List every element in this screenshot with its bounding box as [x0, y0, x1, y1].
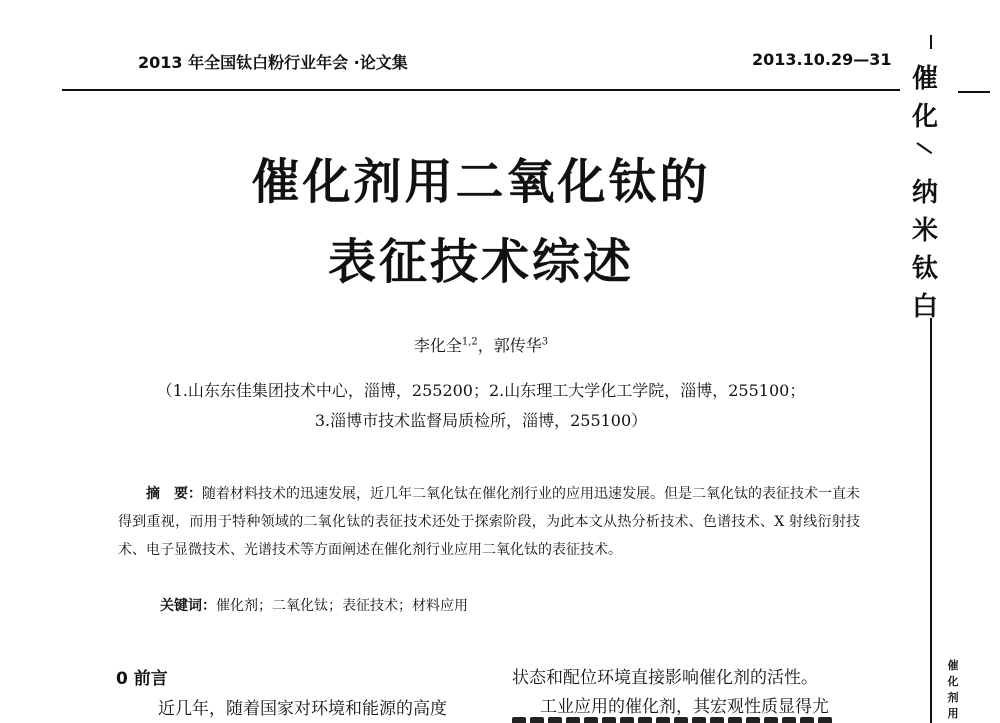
- sidebar-slash: [905, 136, 945, 174]
- sidebar-small-title: [944, 658, 962, 722]
- paper-title-line-2: 表征技术综述: [327, 234, 634, 290]
- affiliation-line-2: 3.淄博市技术监督局质检所，淄博，255100）: [314, 411, 648, 430]
- body-left-line-1: 近几年，随着国家对环境和能源的高度: [158, 699, 447, 719]
- abstract-text: 随着材料技术的迅速发展，近几年二氧化钛在催化剂行业的应用迅速发展。但是二氧化钛的表征技术一直未得到重视，而用于特种领域的二氧化钛的表征技术还处于探索阶段，为此本文从热分析技术、色谱技术、X 射线衍射技术、电子显微技术、光谱技术等方面阐述在催化剂行业应用二氧化钛的表征技术。: [118, 486, 860, 558]
- sidebar-small-char: 剂: [947, 691, 959, 704]
- keywords-text: 催化剂；二氧化钛；表征技术；材料应用: [216, 598, 468, 614]
- sidebar-char: 白: [911, 292, 938, 322]
- section-heading: 0 前言: [116, 669, 168, 689]
- paper-title-line-1: 催化剂用二氧化钛的: [251, 154, 711, 210]
- sidebar-vertical-rule: [930, 318, 932, 723]
- author-1-affil: 1,2: [461, 336, 478, 348]
- sidebar-char: 钛: [911, 254, 938, 284]
- keywords: [160, 595, 468, 615]
- cropped-text-line: [512, 716, 872, 723]
- header-divider: [62, 89, 900, 91]
- author-separator: ，: [477, 336, 494, 355]
- author-2-affil: 3: [541, 336, 549, 348]
- body-right-line-2: 工业应用的催化剂，其宏观性质显得尤: [540, 697, 829, 717]
- sidebar-vertical-title: [905, 60, 945, 326]
- affiliation-line-1: （1.山东东佳集团技术中心，淄博，255200；2.山东理工大学化工学院，淄博，255100；: [156, 381, 806, 400]
- sidebar-small-char: 用: [947, 707, 959, 720]
- abstract: [118, 480, 860, 564]
- running-header-date: 2013.10.29—31: [752, 50, 892, 69]
- sidebar-small-char: 化: [947, 675, 959, 688]
- sidebar-top-tick: [930, 35, 932, 49]
- sidebar-divider: [958, 91, 990, 93]
- sidebar-char: 催: [911, 64, 938, 94]
- sidebar-char: 化: [911, 102, 938, 132]
- author-line: [62, 333, 900, 356]
- author-2: 郭传华: [493, 336, 542, 355]
- sidebar-small-char: 催: [947, 659, 959, 672]
- author-1: 李化全: [413, 336, 462, 355]
- running-header-title: 2013 年全国钛白粉行业年会 ·论文集: [138, 53, 408, 72]
- body-right-line-1: 状态和配位环境直接影响催化剂的活性。: [512, 668, 818, 688]
- keywords-label: 关键词：: [160, 598, 216, 614]
- sidebar-char: 米: [911, 216, 938, 246]
- abstract-label: 摘 要：: [146, 486, 202, 502]
- sidebar-char: 纳: [911, 178, 938, 208]
